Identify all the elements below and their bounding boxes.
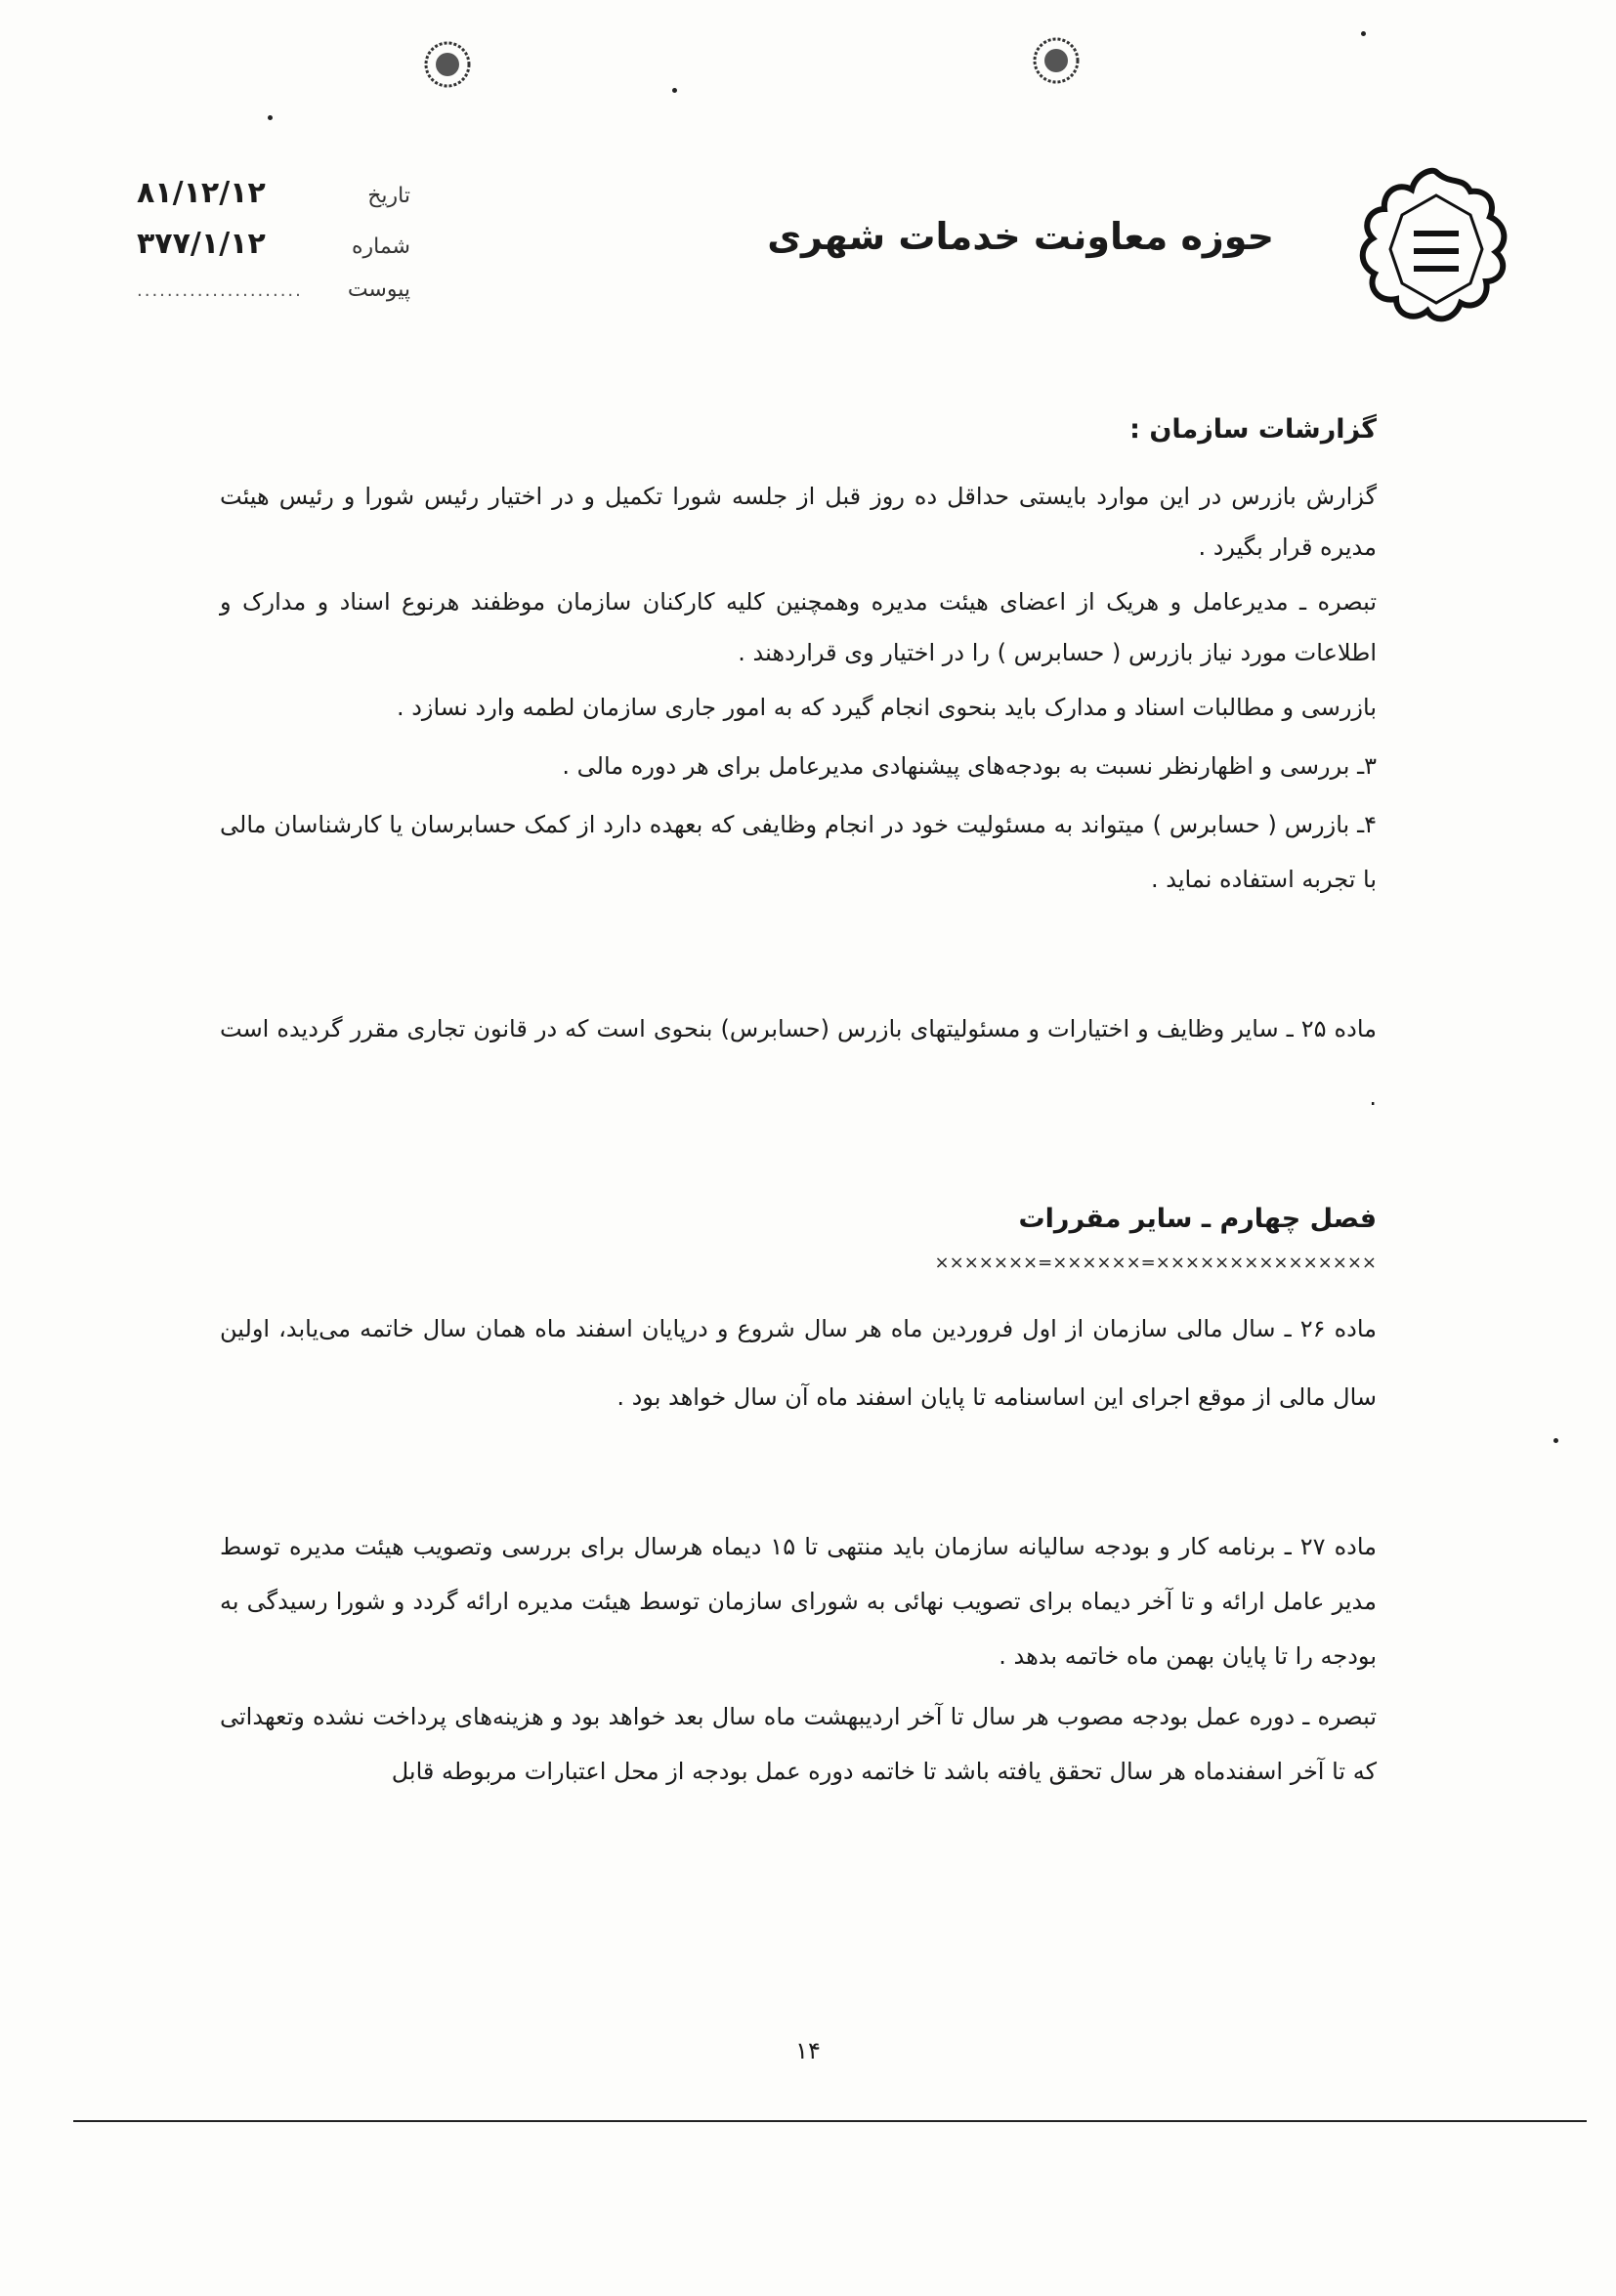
number-row <box>137 227 410 277</box>
attachment-row <box>137 277 410 328</box>
article-26: ماده ۲۶ ـ سال مالی سازمان از اول فروردین ماه هر سال شروع و درپایان اسفند ماه همان سال خاتمه می‌یابد، اولین سال مالی از موقع اجرای این اساسنامه تا پایان اسفند ماه آن سال خواهد بود . <box>220 1315 1378 1411</box>
attachment-label: پیوست <box>347 277 410 302</box>
separator-line: ×××××××××××××××=××××××=××××××× <box>934 1253 1377 1273</box>
tehran-municipality-logo-icon <box>1353 166 1519 332</box>
scan-speck <box>1361 31 1366 36</box>
document-body <box>220 410 1377 1799</box>
department-title: حوزه معاونت خدمات شهری <box>767 215 1274 258</box>
paragraph: ۴ـ بازرس ( حسابرس ) میتواند به مسئولیت خود در انجام وظایفی که بعهده دارد از کمک حسابرسان یا کارشناسان مالی با تجربه استفاده نماید . <box>220 811 1377 893</box>
paragraph: تبصره ـ مدیرعامل و هریک از اعضای هیئت مدیره وهمچنین کلیه کارکنان سازمان موظفند هرنوع اسناد و مدارک و اطلاعات مورد نیاز بازرس ( حسابرس ) را در اختیار وی قراردهند . <box>220 588 1377 666</box>
chapter-heading: فصل چهارم ـ سایر مقررات <box>1018 1204 1377 1234</box>
date-row <box>137 176 410 227</box>
section-heading: گزارشات سازمان : <box>1129 414 1377 445</box>
article-25: ماده ۲۵ ـ سایر وظایف و اختیارات و مسئولیتهای بازرس (حسابرس) بنحوی است که در قانون تجاری مقرر گردیده است . <box>220 1015 1377 1111</box>
date-label: تاریخ <box>367 184 410 208</box>
paragraph: گزارش بازرس در این موارد بایستی حداقل ده روز قبل از جلسه شورا تکمیل و در اختیار رئیس شورا و رئیس هیئت مدیره قرار بگیرد . <box>220 483 1377 561</box>
circular-stamp-icon <box>422 39 473 90</box>
scan-speck <box>268 115 273 120</box>
circular-stamp-icon <box>1031 35 1082 86</box>
article-27: ماده ۲۷ ـ برنامه کار و بودجه سالیانه سازمان باید منتهی تا ۱۵ دیماه هرسال برای بررسی وتصویب هیئت مدیره توسط مدیر عامل ارائه و تا آخر دیماه برای تصویب نهائی به شورای سازمان توسط هیئت مدیره ارائه گردد و شورا رسیدگی به بودجه را تا پایان بهمن ماه خاتمه بدهد . <box>220 1533 1377 1670</box>
scan-speck <box>672 88 677 93</box>
page-number: ۱۴ <box>795 2037 821 2064</box>
note-paragraph: تبصره ـ دوره عمل بودجه مصوب هر سال تا آخر اردیبهشت ماه سال بعد خواهد بود و هزینه‌های پرداخت نشده وتعهداتی که تا آخر اسفندماه هر سال تحقق یافته باشد تا خاتمه دوره عمل بودجه از محل اعتبارات مربوطه قابل <box>220 1703 1377 1785</box>
paragraph: بازرسی و مطالبات اسناد و مدارک باید بنحوی انجام گیرد که به امور جاری سازمان لطمه وارد نسازد . <box>396 694 1377 721</box>
attachment-value: ...................... <box>137 280 303 301</box>
scan-speck <box>1553 1438 1558 1443</box>
paragraph: ۳ـ بررسی و اظهارنظر نسبت به بودجه‌های پیشنهادی مدیرعامل برای هر دوره مالی . <box>562 752 1377 780</box>
footer-divider <box>73 2120 1587 2122</box>
letter-metadata <box>137 176 410 328</box>
number-label: شماره <box>351 234 410 259</box>
date-value: ۸۱/۱۲/۱۲ <box>137 176 266 210</box>
number-value: ۳۷۷/۱/۱۲ <box>137 227 266 261</box>
